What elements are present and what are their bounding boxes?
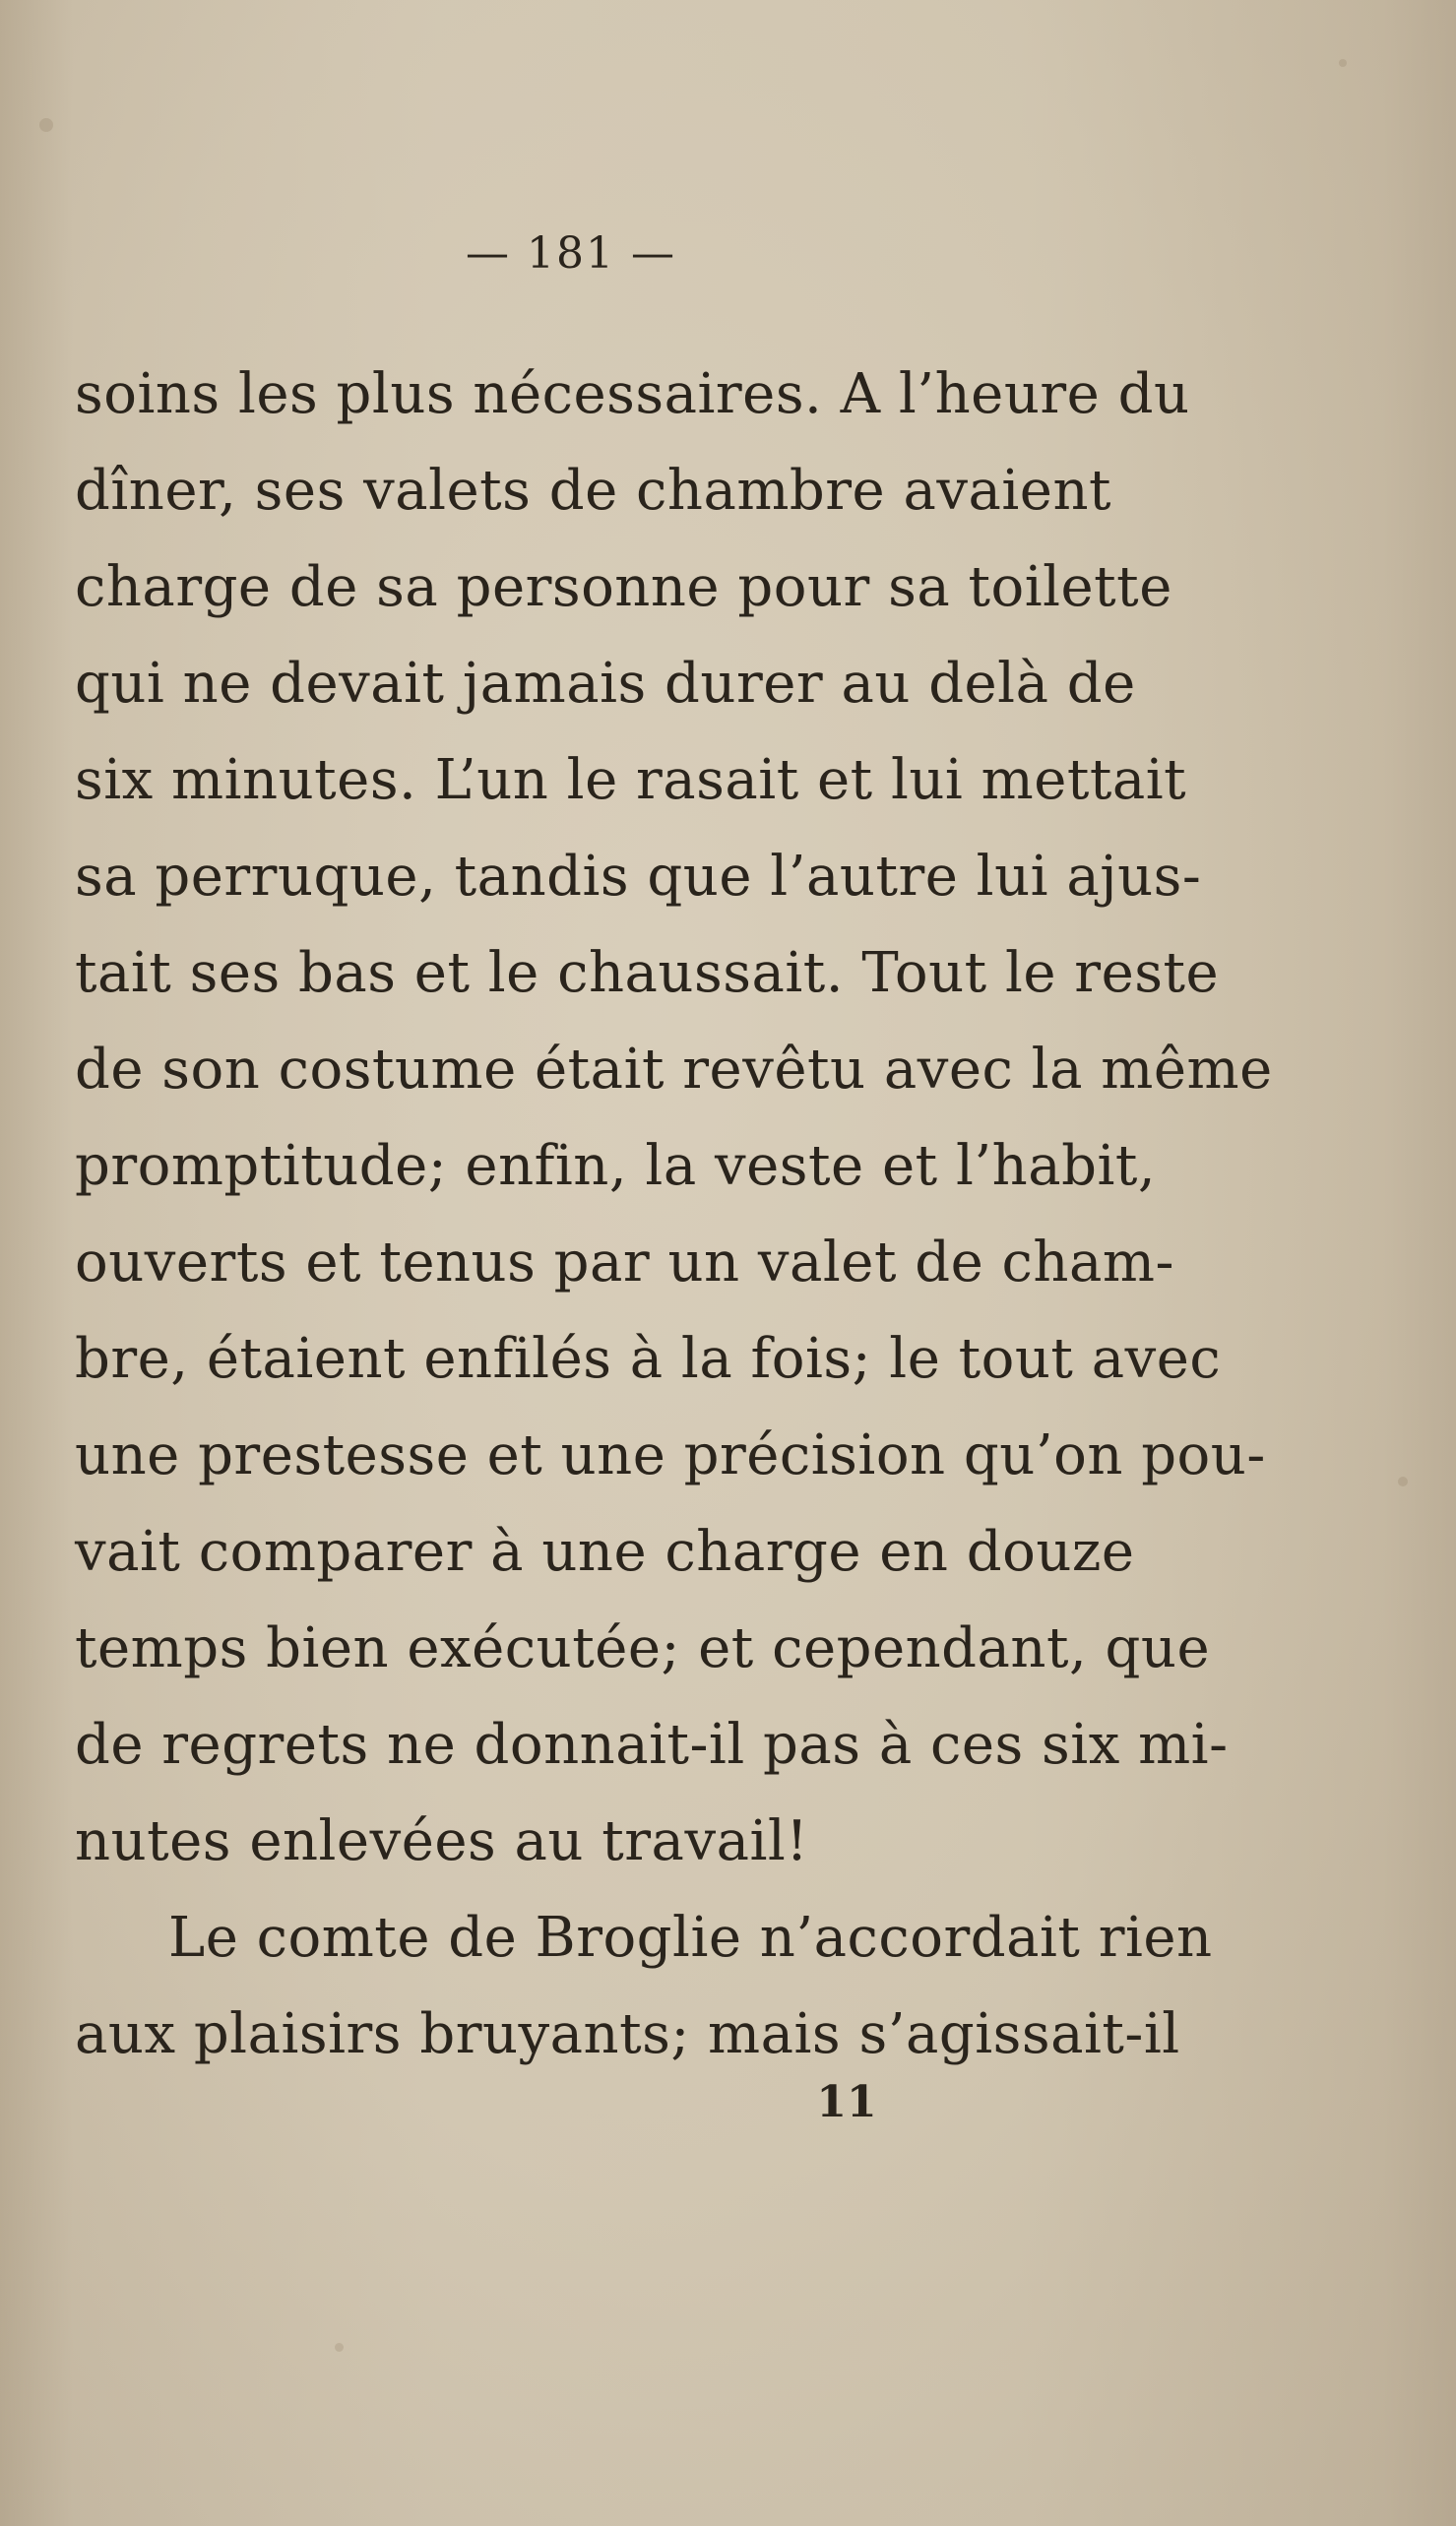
text-line: soins les plus nécessaires. A l’heure du: [75, 362, 1190, 426]
text-line: sa perruque, tandis que l’autre lui ajus-: [75, 845, 1202, 909]
text-line: aux plaisirs bruyants; mais s’agissait-il: [75, 2002, 1180, 2066]
text-line: de regrets ne donnait-il pas à ces six mi-: [75, 1713, 1229, 1777]
paragraph-first-line: Le comte de Broglie n’accordait rien: [168, 1906, 1213, 1970]
text-line: tait ses bas et le chaussait. Tout le reste: [75, 941, 1220, 1005]
text-line: vait comparer à une charge en douze: [75, 1520, 1135, 1584]
text-line: ouverts et tenus par un valet de cham-: [75, 1231, 1174, 1295]
text-line: dîner, ses valets de chambre avaient: [75, 459, 1112, 523]
text-line: temps bien exécutée; et cependant, que: [75, 1616, 1211, 1680]
paper-spot: [39, 118, 53, 132]
text-line: six minutes. L’un le rasait et lui mettait: [75, 748, 1187, 812]
text-line: nutes enlevées au travail!: [75, 1809, 809, 1873]
text-line: qui ne devait jamais durer au delà de: [75, 652, 1136, 716]
text-line: une prestesse et une précision qu’on pou-: [75, 1423, 1266, 1487]
text-line: promptitude; enfin, la veste et l’habit,: [75, 1134, 1157, 1198]
paper-spot: [1398, 1477, 1408, 1486]
text-line: charge de sa personne pour sa toilette: [75, 555, 1172, 619]
text-line: de son costume était revêtu avec la même: [75, 1038, 1273, 1102]
paper-spot: [335, 2343, 344, 2352]
text-line: bre, étaient enfilés à la fois; le tout avec: [75, 1327, 1222, 1391]
page-number-header: — 181 —: [466, 228, 676, 279]
signature-mark: 11: [816, 2077, 877, 2127]
body-text: [75, 347, 1273, 2083]
paper-spot: [1339, 59, 1347, 67]
